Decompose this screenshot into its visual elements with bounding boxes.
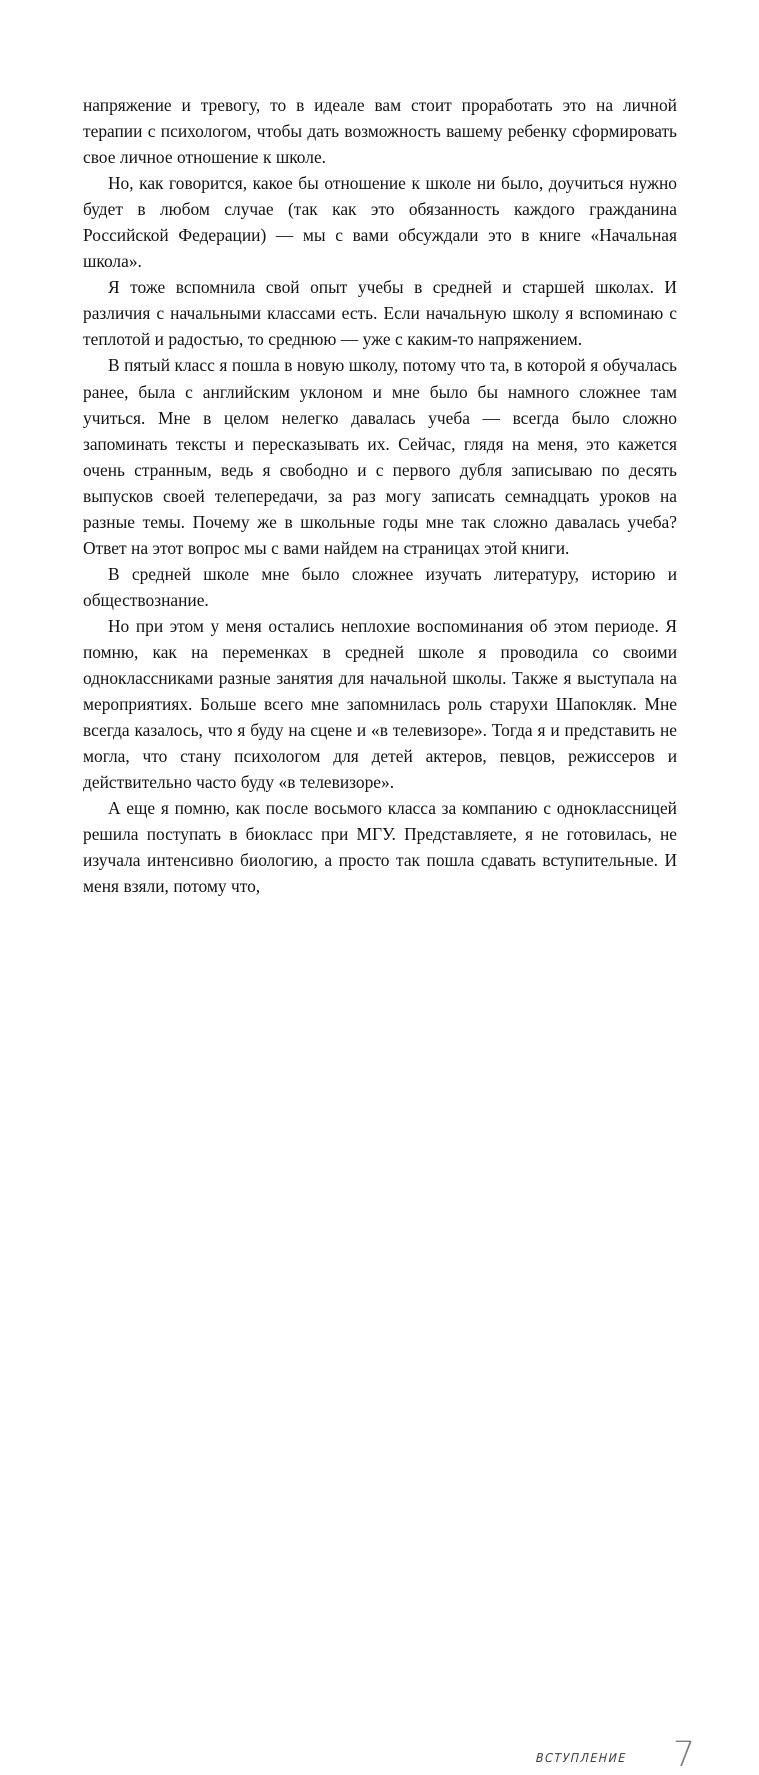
paragraph: А еще я помню, как после восьмого класса за компанию с одноклассницей решила поступать в биокласс при МГУ. Представляете, я не готовилась, не изучала интенсивно биологию, а просто так пошла сдавать вступительные. И меня взяли, потому что, [83, 798, 677, 897]
paragraph: Я тоже вспомнила свой опыт учебы в средней и старшей школах. И различия с начальными классами есть. Если начальную школу я вспоминаю с теплотой и радостью, то среднюю — уже с каким-то напряжением. [83, 277, 677, 350]
body-text-column [83, 92, 677, 899]
paragraph: Но при этом у меня остались неплохие воспоминания об этом периоде. Я помню, как на переменках в средней школе я проводила со своими одноклассниками разные занятия для начальной школы. Также я выступала на мероприятиях. Больше всего мне запомнилась роль старухи Шапокляк. Мне всегда казалось, что я буду на сцене и «в телевизоре». Тогда я и представить не могла, что стану психологом для детей актеров, певцов, режиссеров и действительно часто буду «в телевизоре». [83, 615, 677, 793]
paragraph: В пятый класс я пошла в новую школу, потому что та, в которой я обучалась ранее, была с английским уклоном и мне было бы намного сложнее там учиться. Мне в целом нелегко давалась учеба — всегда было сложно запоминать тексты и пересказывать их. Сейчас, глядя на меня, это кажется очень странным, ведь я свободно и с первого дубля записываю по десять выпусков своей телепередачи, за раз могу записать семнадцать уроков на разные темы. Почему же в школьные годы мне так сложно давалась учеба? Ответ на этот вопрос мы с вами найдем на страницах этой книги. [83, 355, 677, 558]
page-footer [0, 873, 759, 1775]
paragraph: Но, как говорится, какое бы отношение к школе ни было, доучиться нужно будет в любом случае (так как это обязанность каждого гражданина Российской Федерации) — мы с вами обсуждали это в книге «Начальная школа». [83, 173, 677, 272]
running-head: ВСТУПЛЕНИЕ [535, 1751, 628, 1765]
page-number: 7 [672, 1735, 696, 1775]
paragraph: напряжение и тревогу, то в идеале вам стоит проработать это на личной терапии с психологом, чтобы дать возможность вашему ребенку сформировать свое личное отношение к школе. [83, 95, 677, 168]
paragraph: В средней школе мне было сложнее изучать литературу, историю и обществознание. [83, 563, 677, 610]
